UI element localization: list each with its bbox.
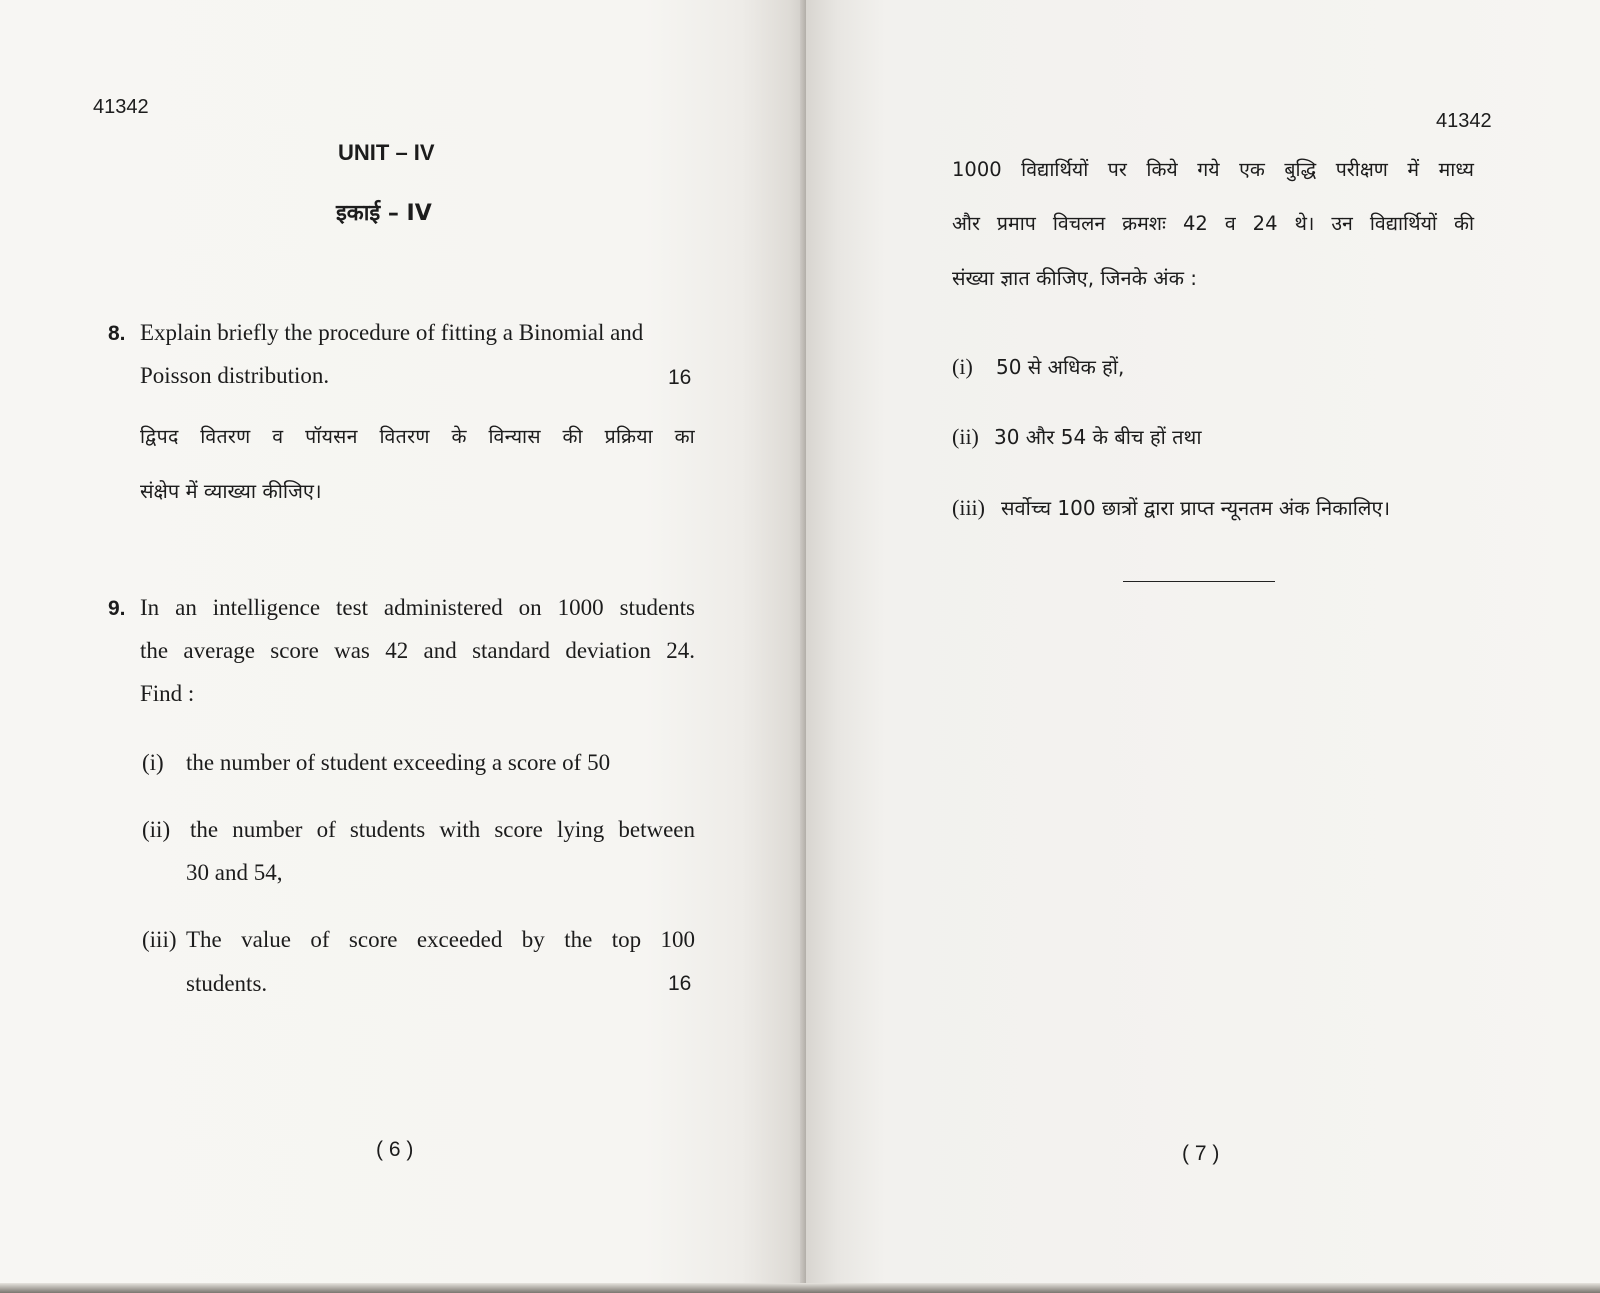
- page-number-right: ( 7 ): [1182, 1142, 1220, 1165]
- unit-heading-en: UNIT – IV: [338, 140, 435, 165]
- right-page: [806, 0, 1600, 1293]
- question-9-part-ii-text1: the number of students with score lying between: [190, 817, 695, 842]
- question-9-text-line1: In an intelligence test administered on 1000 students: [140, 595, 695, 620]
- question-9-marks: 16: [668, 972, 692, 995]
- question-8-number: 8.: [108, 322, 126, 345]
- page-number-left: ( 6 ): [376, 1138, 414, 1161]
- question-9-part-iii-text2: students.: [186, 971, 268, 996]
- question-9-part-i-label: (i): [142, 750, 164, 775]
- right-hindi-line2: और प्रमाप विचलन क्रमशः 42 व 24 थे। उन विद्यार्थियों की: [952, 212, 1474, 235]
- question-9-text-line3: Find :: [140, 681, 195, 706]
- unit-heading-hi: इकाई – IV: [336, 201, 432, 226]
- question-9-text-line2: the average score was 42 and standard deviation 24.: [140, 638, 695, 663]
- page-bottom-edge: [0, 1283, 1600, 1293]
- question-9-part-ii-label: (ii): [142, 817, 171, 842]
- question-8-marks: 16: [668, 366, 692, 389]
- paper-code-right: 41342: [1436, 110, 1492, 132]
- question-9-number: 9.: [108, 597, 126, 620]
- question-8-hindi-line1: द्विपद वितरण व पॉयसन वितरण के विन्यास की प्रक्रिया का: [140, 425, 695, 448]
- right-part-ii-text: 30 और 54 के बीच हों तथा: [994, 425, 1202, 449]
- right-part-ii-label: (ii): [952, 424, 979, 449]
- question-8-text-line1: Explain briefly the procedure of fitting a Binomial and: [140, 320, 644, 345]
- question-8-text-line2: Poisson distribution.: [140, 363, 330, 388]
- question-8-hindi-line2: संक्षेप में व्याख्या कीजिए।: [140, 479, 322, 503]
- right-part-i-text: 50 से अधिक हों,: [996, 355, 1125, 379]
- end-of-questions-rule: [1123, 581, 1275, 582]
- question-9-part-ii-text2: 30 and 54,: [186, 860, 283, 885]
- question-9-part-i-text: the number of student exceeding a score of 50: [186, 750, 611, 775]
- right-hindi-line3: संख्या ज्ञात कीजिए, जिनके अंक :: [952, 266, 1198, 290]
- paper-code-left: 41342: [93, 96, 149, 118]
- right-part-i-label: (i): [952, 354, 973, 379]
- question-9-part-iii-text1: The value of score exceeded by the top 100: [186, 927, 695, 952]
- right-hindi-line1: 1000 विद्यार्थियों पर किये गये एक बुद्धि परीक्षण में माध्य: [952, 158, 1474, 181]
- right-part-iii-label: (iii): [952, 495, 985, 520]
- question-9-part-iii-label: (iii): [142, 927, 177, 952]
- right-part-iii-text: सर्वोच्च 100 छात्रों द्वारा प्राप्त न्यूनतम अंक निकालिए।: [1001, 496, 1391, 520]
